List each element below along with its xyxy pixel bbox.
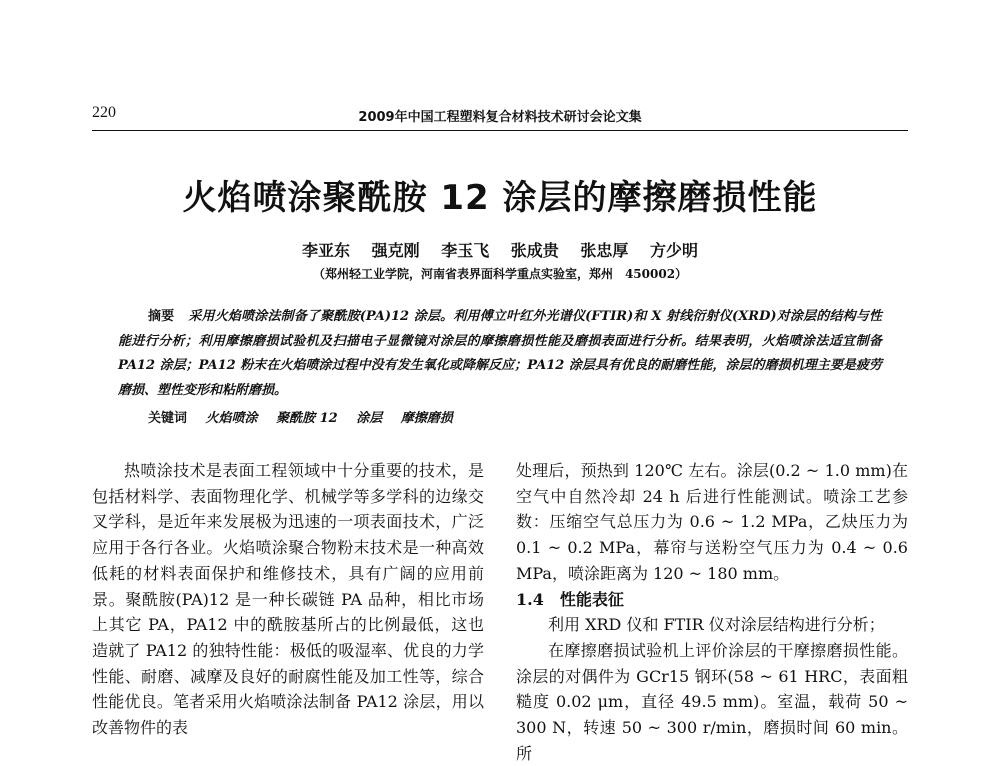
body-paragraph: 在摩擦磨损试验机上评价涂层的干摩擦磨损性能。涂层的对偶件为 GCr15 钢环(58 ~ 61 HRC，表面粗糙度 0.02 μm，直径 49.5 mm)。室温，载荷 50 ~ 300 N，转速 50 ~ 300 r/min，磨损时间 60 min。所 (516, 640, 908, 763)
body-column-left (92, 458, 484, 741)
keyword: 火焰喷涂 (205, 411, 258, 426)
keywords-label: 关键词 (148, 411, 188, 426)
body-paragraph: 处理后，预热到 120℃ 左右。涂层(0.2 ~ 1.0 mm)在空气中自然冷却 24 h 后进行性能测试。喷涂工艺参数：压缩空气总压力为 0.6 ~ 1.2 MPa，乙炔压力为 0.1 ~ 0.2 MPa，幕帘与送粉空气压力为 0.4 ~ 0.6 MPa，喷涂距离为 120 ~ 180 mm。 (516, 461, 908, 583)
author: 张成贵 (510, 241, 559, 260)
author: 李亚东 (302, 241, 351, 260)
page-number: 220 (92, 104, 116, 121)
author: 李玉飞 (441, 241, 490, 260)
keywords (148, 407, 467, 426)
body-paragraph: 利用 XRD 仪和 FTIR 仪对涂层结构进行分析； (548, 615, 885, 635)
body-column-right (516, 458, 908, 766)
keyword: 摩擦磨损 (400, 411, 453, 426)
affiliation: （郑州轻工业学院，河南省表界面科学重点实验室，郑州 450002） (312, 267, 688, 281)
keyword: 聚酰胺 12 (276, 411, 338, 426)
header-rule (92, 130, 908, 131)
author: 方少明 (649, 241, 698, 260)
abstract-label: 摘要 (148, 309, 175, 324)
keyword: 涂层 (356, 411, 383, 426)
author: 强克刚 (371, 241, 420, 260)
author-list (0, 238, 1000, 261)
body-paragraph: 热喷涂技术是表面工程领域中十分重要的技术，是包括材料学、表面物理化学、机械学等多学科的边缘交叉学科，是近年来发展极为迅速的一项表面技术，广泛应用于各行各业。火焰喷涂聚合物粉末技术是一种高效低耗的材料表面保护和维修技术，具有广阔的应用前景。聚酰胺(PA)12 是一种长碳链 PA 品种，相比市场上其它 PA，PA12 中的酰胺基所占的比例最低，这也造就了 PA12 的独特性能：极低的吸湿率、优良的力学性能、耐磨、减摩及良好的耐腐性能及加工性等，综合性能优良。笔者采用火焰喷涂法制备 PA12 涂层，用以改善物件的表 (92, 461, 484, 738)
running-header: 2009年中国工程塑料复合材料技术研讨会论文集 (358, 110, 642, 125)
author: 张忠厚 (580, 241, 629, 260)
paper-title: 火焰喷涂聚酰胺 12 涂层的摩擦磨损性能 (182, 178, 818, 218)
section-heading: 1.4 性能表征 (516, 589, 624, 609)
abstract-text: 采用火焰喷涂法制备了聚酰胺(PA)12 涂层。利用傅立叶红外光谱仪(FTIR)和 X 射线衍射仪(XRD)对涂层的结构与性能进行分析；利用摩擦磨损试验机及扫描电子显微镜对涂层的摩擦磨损性能及磨损表面进行分析。结果表明，火焰喷涂法适宜制备 PA12 涂层；PA12 粉末在火焰喷涂过程中没有发生氧化或降解反应；PA12 涂层具有优良的耐磨性能，涂层的磨损机理主要是疲劳磨损、塑性变形和粘附磨损。 (118, 309, 882, 398)
abstract (118, 305, 882, 403)
